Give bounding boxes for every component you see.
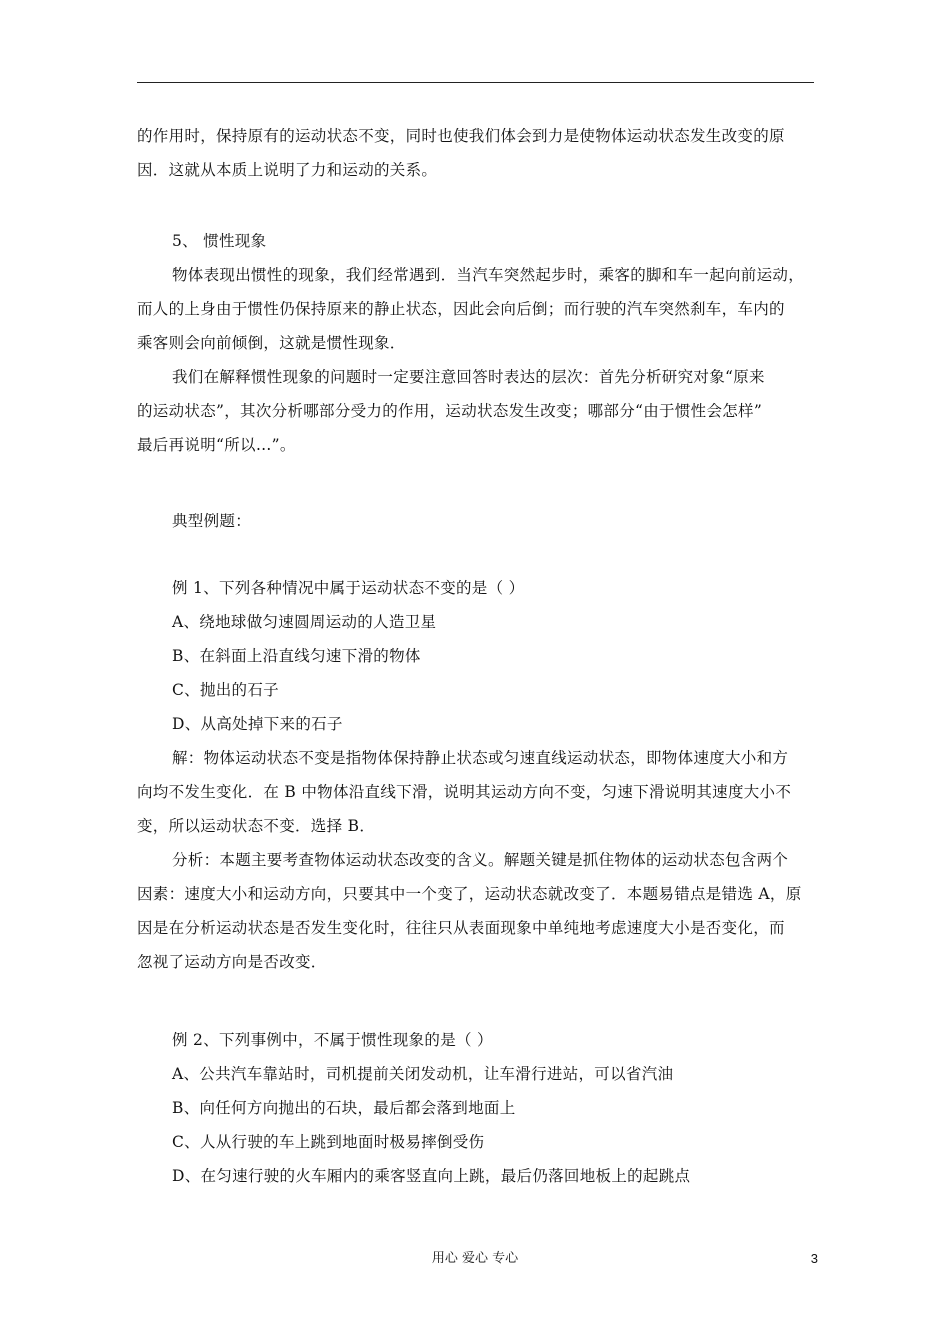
example-1-option-c: C、抛出的石子	[172, 681, 279, 699]
example-1-analysis-line-1: 分析：本题主要考查物体运动状态改变的含义。解题关键是抓住物体的运动状态包含两个	[172, 851, 789, 869]
example-1-analysis-line-4: 忽视了运动方向是否改变．	[137, 953, 327, 971]
example-1-option-b: B、在斜面上沿直线匀速下滑的物体	[172, 647, 421, 665]
page-number: 3	[810, 1251, 818, 1266]
section-5-paragraph-2-line-2: 的运动状态”，其次分析哪部分受力的作用，运动状态发生改变；哪部分“由于惯性会怎样”	[137, 402, 763, 420]
section-5-heading: 5、 惯性现象	[172, 232, 267, 250]
header-rule	[137, 82, 814, 83]
example-1-option-d: D、从高处掉下来的石子	[172, 715, 343, 733]
example-2-option-c: C、人从行驶的车上跳到地面时极易摔倒受伤	[172, 1133, 485, 1151]
section-5-paragraph-2-line-3: 最后再说明“所以…”。	[137, 436, 296, 454]
section-5-paragraph-1-line-3: 乘客则会向前倾倒，这就是惯性现象．	[137, 334, 406, 352]
example-2-option-b: B、向任何方向抛出的石块，最后都会落到地面上	[172, 1099, 516, 1117]
section-5-paragraph-2-line-1: 我们在解释惯性现象的问题时一定要注意回答时表达的层次：首先分析研究对象“原来	[172, 368, 765, 386]
example-1-solution-line-1: 解：物体运动状态不变是指物体保持静止状态或匀速直线运动状态，即物体速度大小和方	[172, 749, 789, 767]
example-1-analysis-line-2: 因素：速度大小和运动方向，只要其中一个变了，运动状态就改变了．本题易错点是错选 A，原	[137, 885, 802, 903]
footer-motto: 用心 爱心 专心	[431, 1251, 519, 1266]
example-1-analysis-line-3: 因是在分析运动状态是否发生变化时，往往只从表面现象中单纯地考虑速度大小是否变化，而	[137, 919, 785, 937]
example-1-option-a: A、绕地球做匀速圆周运动的人造卫星	[172, 613, 437, 631]
example-1-question: 例 1、下列各种情况中属于运动状态不变的是（ ）	[172, 579, 525, 597]
example-1-solution-line-3: 变，所以运动状态不变．选择 B．	[137, 817, 376, 835]
intro-line-2: 因．这就从本质上说明了力和运动的关系。	[137, 161, 438, 179]
section-5-paragraph-1-line-1: 物体表现出惯性的现象，我们经常遇到．当汽车突然起步时，乘客的脚和车一起向前运动，	[172, 266, 805, 284]
section-5-paragraph-1-line-2: 而人的上身由于惯性仍保持原来的静止状态，因此会向后倒；而行驶的汽车突然刹车，车内的	[137, 300, 785, 318]
intro-line-1: 的作用时，保持原有的运动状态不变，同时也使我们体会到力是使物体运动状态发生改变的原	[137, 127, 785, 145]
example-1-solution-line-2: 向均不发生变化．在 B 中物体沿直线下滑，说明其运动方向不变，匀速下滑说明其速度大小不	[137, 783, 792, 801]
example-2-option-a: A、公共汽车靠站时，司机提前关闭发动机，让车滑行进站，可以省汽油	[172, 1065, 674, 1083]
example-2-question: 例 2、下列事例中，不属于惯性现象的是（ ）	[172, 1031, 493, 1049]
example-2-option-d: D、在匀速行驶的火车厢内的乘客竖直向上跳，最后仍落回地板上的起跳点	[172, 1167, 691, 1185]
examples-heading: 典型例题：	[172, 512, 252, 530]
